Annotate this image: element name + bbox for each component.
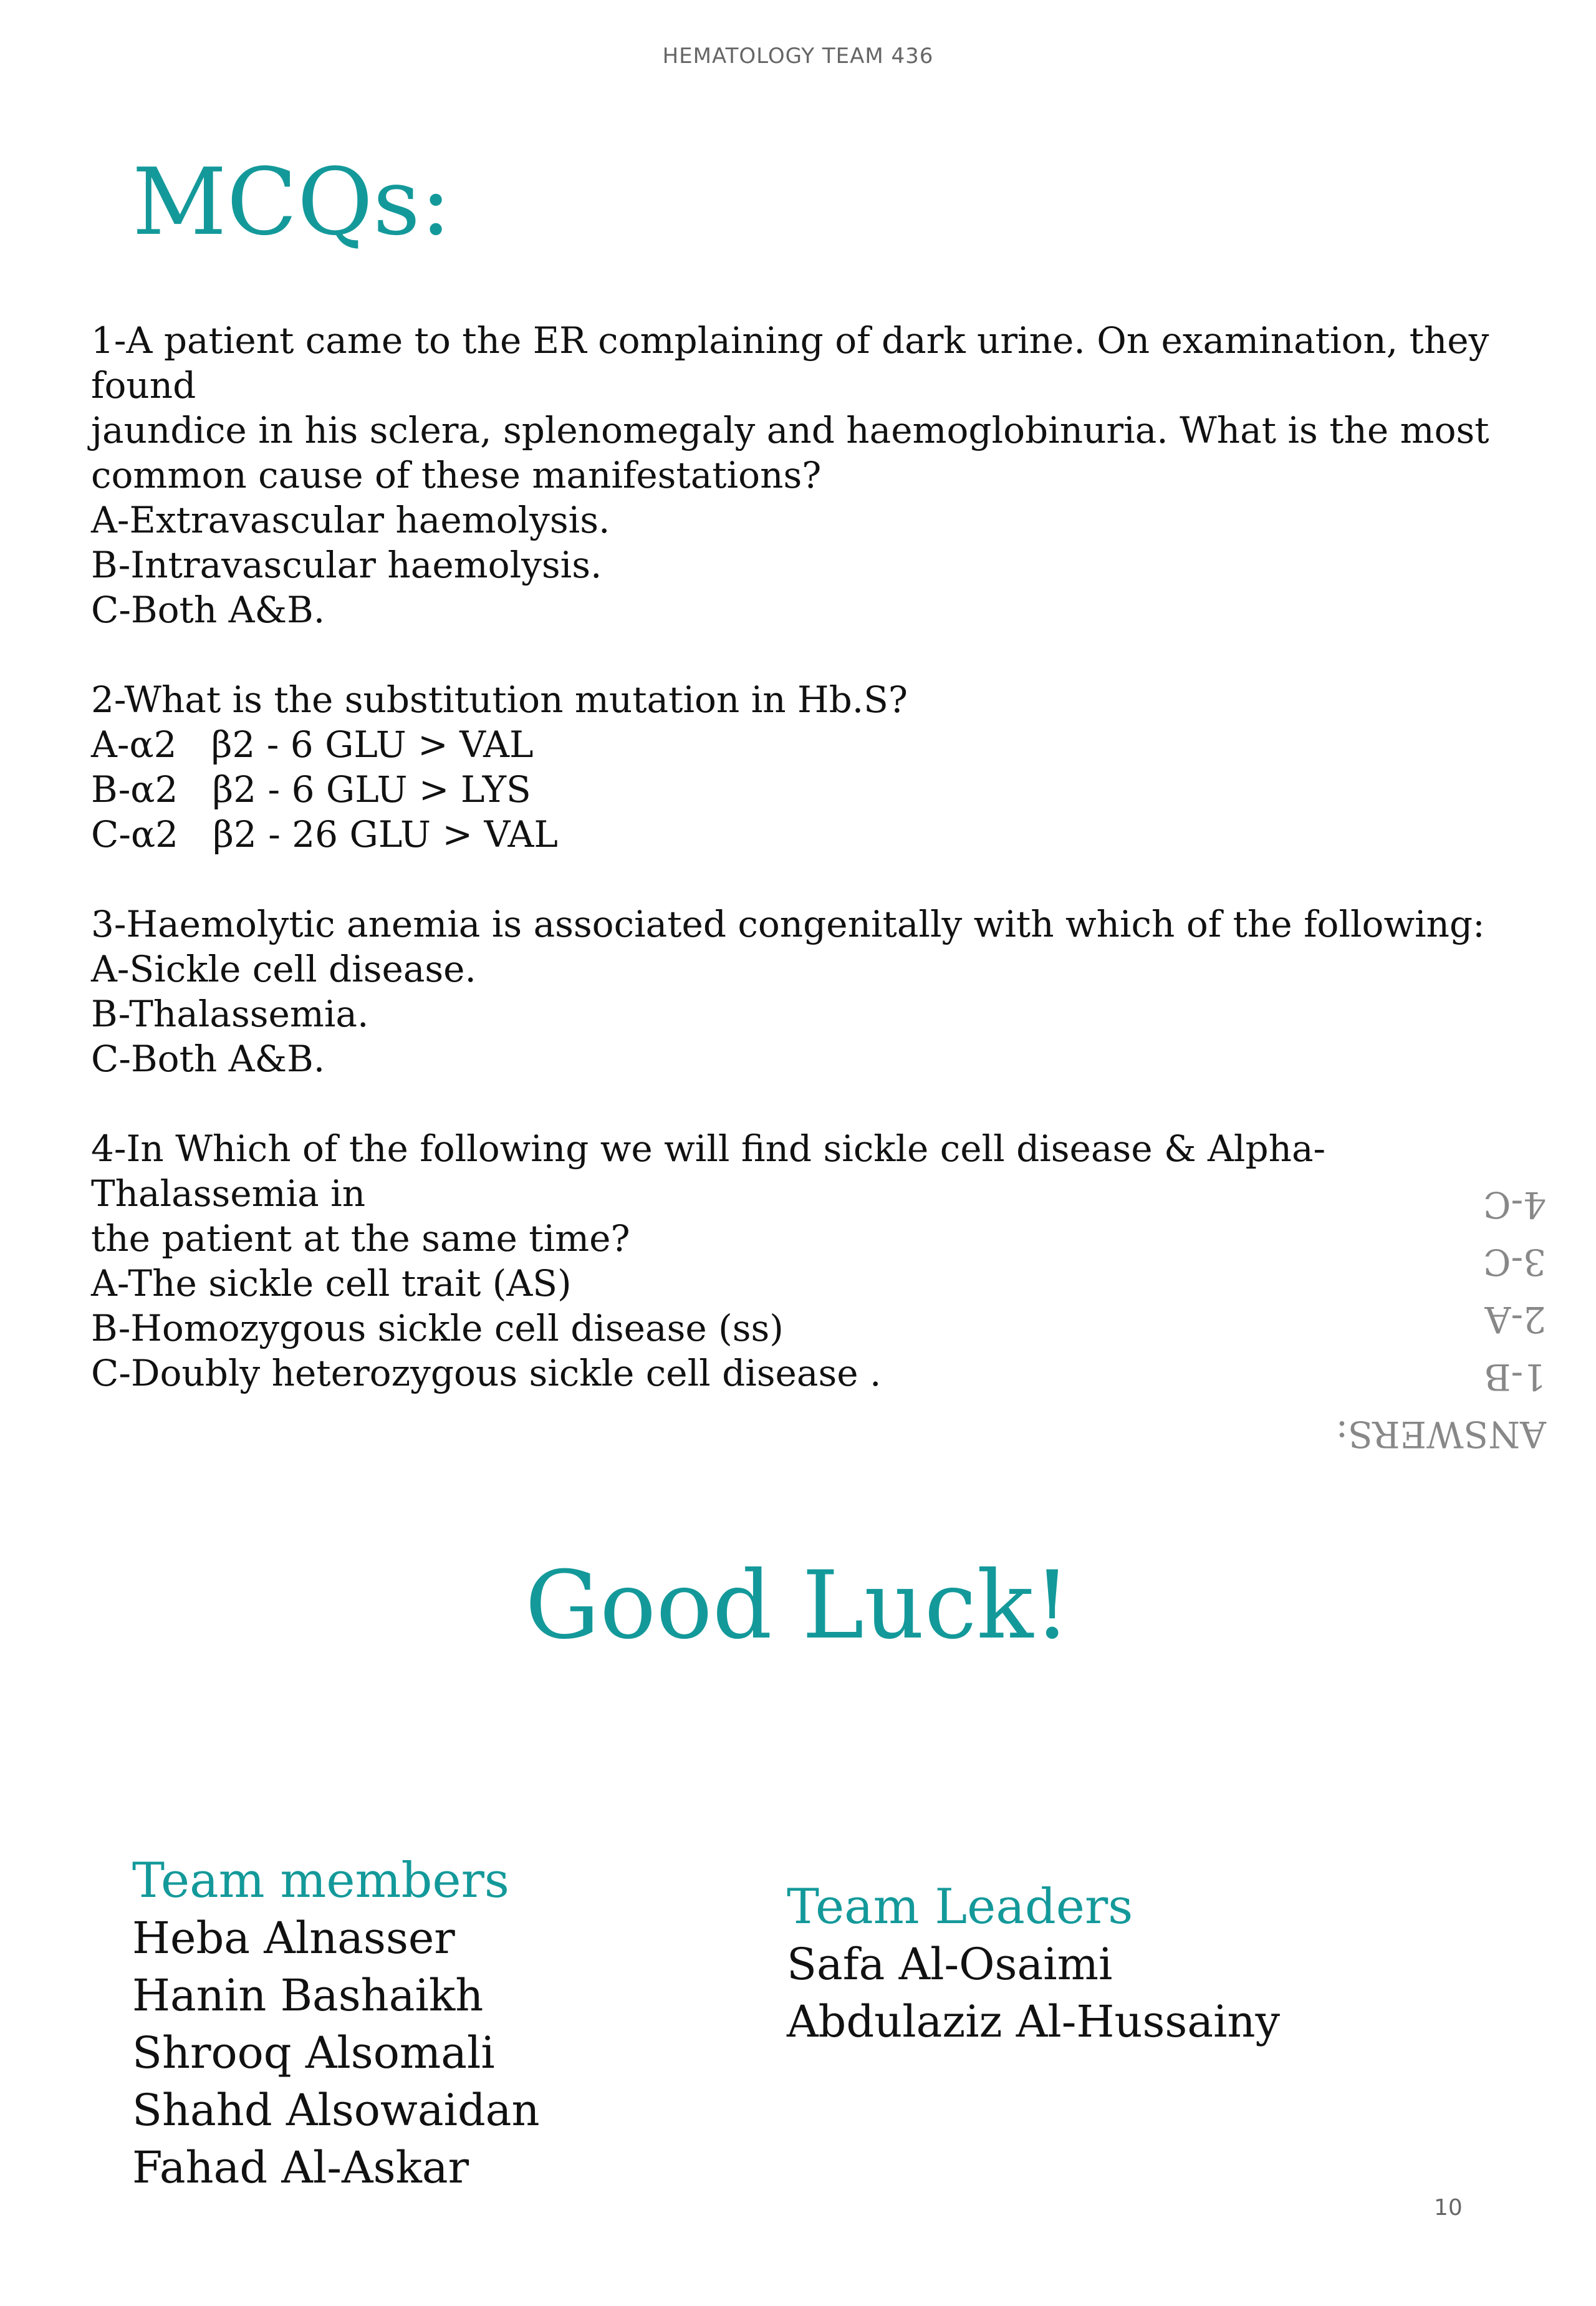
question-line: 4-In Which of the following we will find sickle cell disease & Alpha-Thalassemia in xyxy=(91,1127,1326,1215)
team-leaders-heading: Team Leaders xyxy=(787,1879,1133,1935)
question-line: common cause of these manifestations? xyxy=(91,454,822,496)
option-a: A-Extravascular haemolysis. xyxy=(91,499,610,541)
question-line: 2-What is the substitution mutation in Hb.S? xyxy=(91,678,908,721)
member-name: Heba Alnasser xyxy=(132,1913,455,1964)
question-line: the patient at the same time? xyxy=(91,1217,630,1260)
option-c: C-Both A&B. xyxy=(91,589,325,631)
answers-heading: ANSWERS: xyxy=(1335,1413,1546,1455)
question-line: 3-Haemolytic anemia is associated congenitally with which of the following: xyxy=(91,903,1485,945)
option-b: B-Homozygous sickle cell disease (ss) xyxy=(91,1307,784,1349)
running-header: HEMATOLOGY TEAM 436 xyxy=(662,44,934,69)
option-a: A-The sickle cell trait (AS) xyxy=(91,1262,572,1305)
option-b: B-Intravascular haemolysis. xyxy=(91,544,602,586)
closing-message: Good Luck! xyxy=(525,1551,1071,1660)
team-members-heading: Team members xyxy=(132,1853,509,1909)
answer-item: 3-C xyxy=(1483,1241,1546,1283)
question-1 xyxy=(91,318,1544,632)
option-c: C-Doubly heterozygous sickle cell disease . xyxy=(91,1352,882,1394)
question-2 xyxy=(91,677,1544,857)
option-c: C-Both A&B. xyxy=(91,1038,325,1080)
member-name: Hanin Bashaikh xyxy=(132,1970,484,2021)
option-c: C-α2 β2 - 26 GLU > VAL xyxy=(91,813,558,856)
page-title: MCQs: xyxy=(132,148,451,256)
team-leaders-section xyxy=(787,1878,1280,2050)
answer-item: 4-C xyxy=(1483,1184,1546,1226)
leader-name: Safa Al-Osaimi xyxy=(787,1939,1113,1990)
member-name: Fahad Al-Askar xyxy=(132,2142,469,2193)
question-line: 1-A patient came to the ER complaining of dark urine. On examination, they found xyxy=(91,319,1501,407)
answer-item: 2-A xyxy=(1484,1298,1546,1341)
option-b: B-Thalassemia. xyxy=(91,993,369,1035)
question-line: jaundice in his sclera, splenomegaly and haemoglobinuria. What is the most xyxy=(91,409,1489,451)
option-a: A-Sickle cell disease. xyxy=(91,948,476,990)
question-3 xyxy=(91,902,1544,1081)
answers-key-upside-down xyxy=(1272,1176,1546,1463)
page-number: 10 xyxy=(1434,2195,1463,2221)
team-members-section xyxy=(132,1852,540,2196)
option-b: B-α2 β2 - 6 GLU > LYS xyxy=(91,768,531,811)
option-a: A-α2 β2 - 6 GLU > VAL xyxy=(91,723,534,766)
answer-item: 1-B xyxy=(1484,1356,1546,1398)
member-name: Shahd Alsowaidan xyxy=(132,2085,540,2136)
leader-name: Abdulaziz Al-Hussainy xyxy=(787,1996,1281,2047)
member-name: Shrooq Alsomali xyxy=(132,2027,495,2078)
